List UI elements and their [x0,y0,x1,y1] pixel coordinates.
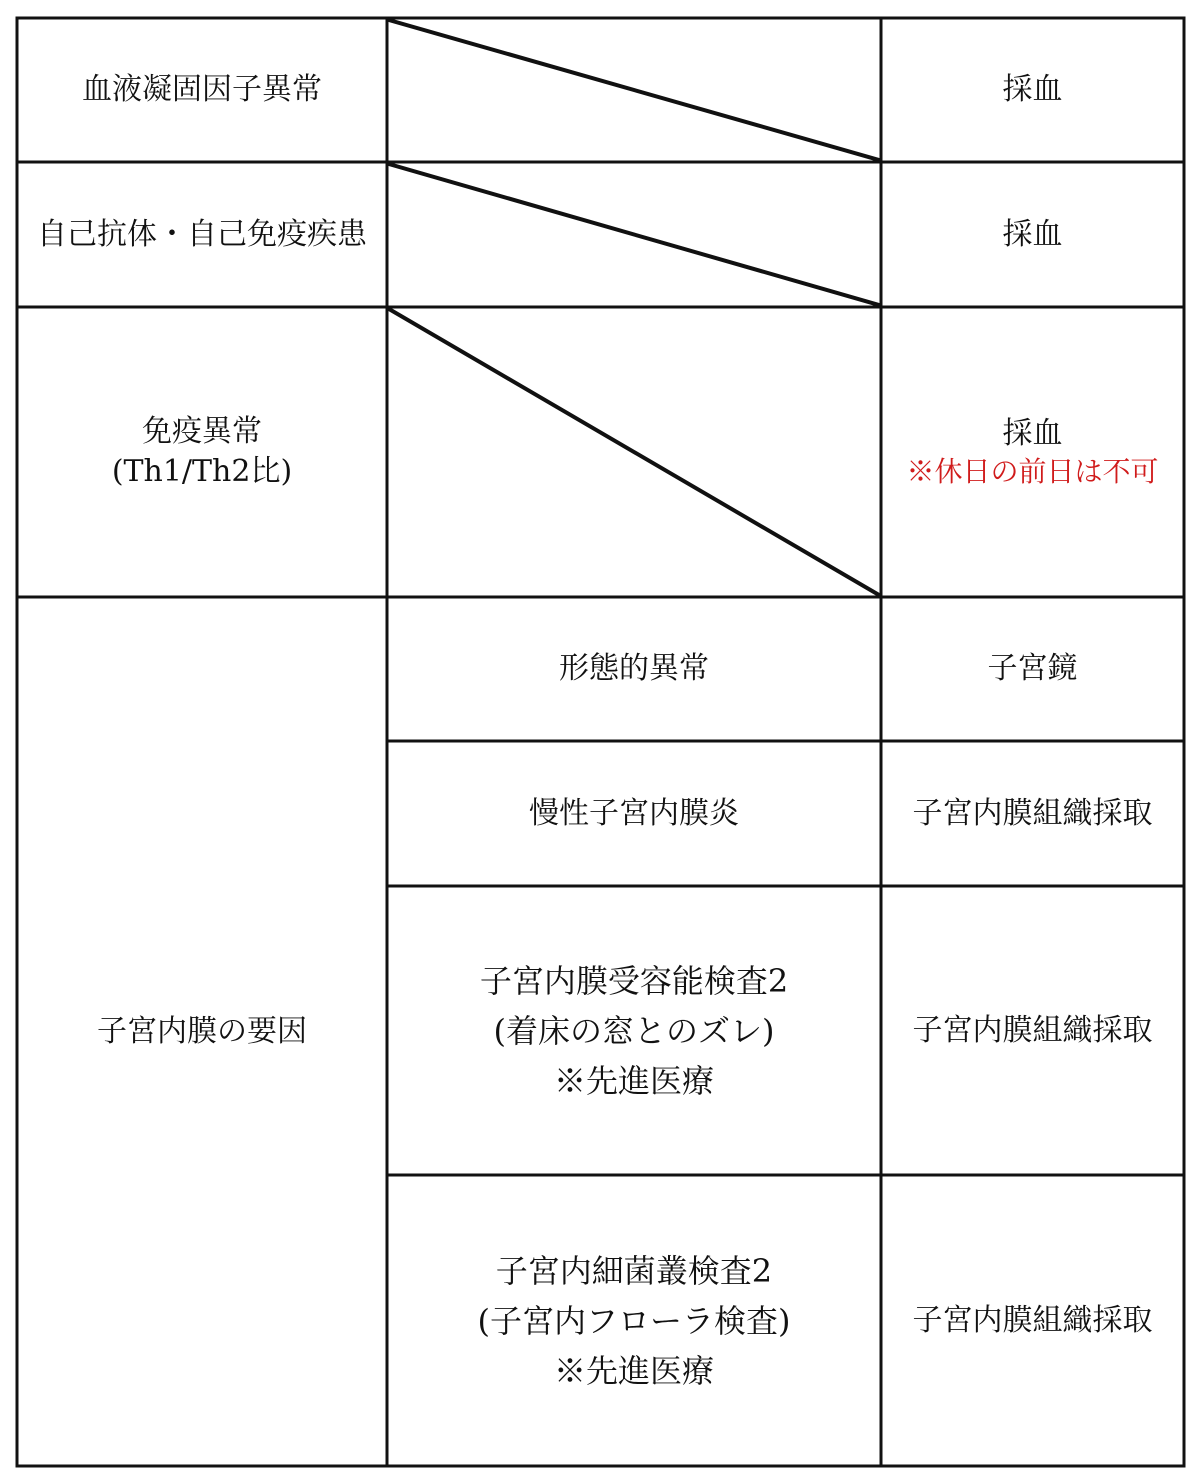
subrow2-test: 慢性子宮内膜炎 [529,795,739,831]
row3-method-note: ※休日の前日は不可 [906,455,1159,488]
subrow3-test-cell [389,888,879,1173]
row2-method: 採血 [1002,216,1063,252]
row3-method-cell [883,309,1182,595]
row2-method-cell [883,164,1182,305]
subrow4-test-cell [389,1177,879,1464]
subrow3-test-line3: ※先進医療 [553,1061,714,1100]
row3-cause-line1: 免疫異常 [141,414,262,449]
subrow4-test-line3: ※先進医療 [553,1351,714,1390]
row1-cause-cell [19,20,385,160]
subrow4-method: 子宮内膜組織採取 [912,1302,1153,1338]
row1-method: 採血 [1002,72,1063,107]
endometrium-cause-cell [19,599,385,1464]
subrow1-method: 子宮鏡 [987,651,1078,686]
subrow4-test-line1: 子宮内細菌叢検査2 [495,1251,773,1290]
empty-cell-slash-1 [389,20,879,160]
subrow1-test: 形態的異常 [559,651,709,686]
row2-cause: 自己抗体・自己免疫疾患 [37,216,367,252]
subrow1-test-cell [389,599,879,739]
subrow3-test-line2: (着床の窓とのズレ) [493,1011,775,1050]
row2-cause-cell [19,164,385,305]
empty-cell-slash-3 [389,309,879,595]
row3-cause-cell [19,309,385,595]
subrow1-method-cell [883,599,1182,739]
subrow2-method-cell [883,743,1182,884]
endometrium-cause: 子宮内膜の要因 [97,1013,307,1049]
subrow3-method-cell [883,888,1182,1173]
subrow4-test-line2: (子宮内フローラ検査) [477,1301,791,1340]
row1-cause: 血液凝固因子異常 [82,72,322,107]
row3-cause-line2: (Th1/Th2比) [111,454,293,489]
row3-method: 採血 [1002,416,1063,451]
subrow3-method: 子宮内膜組織採取 [912,1012,1153,1048]
subrow2-method: 子宮内膜組織採取 [912,795,1153,831]
subrow3-test-line1: 子宮内膜受容能検査2 [479,961,789,1000]
subrow2-test-cell [389,743,879,884]
subrow4-method-cell [883,1177,1182,1464]
row1-method-cell [883,20,1182,160]
empty-cell-slash-2 [389,164,879,305]
